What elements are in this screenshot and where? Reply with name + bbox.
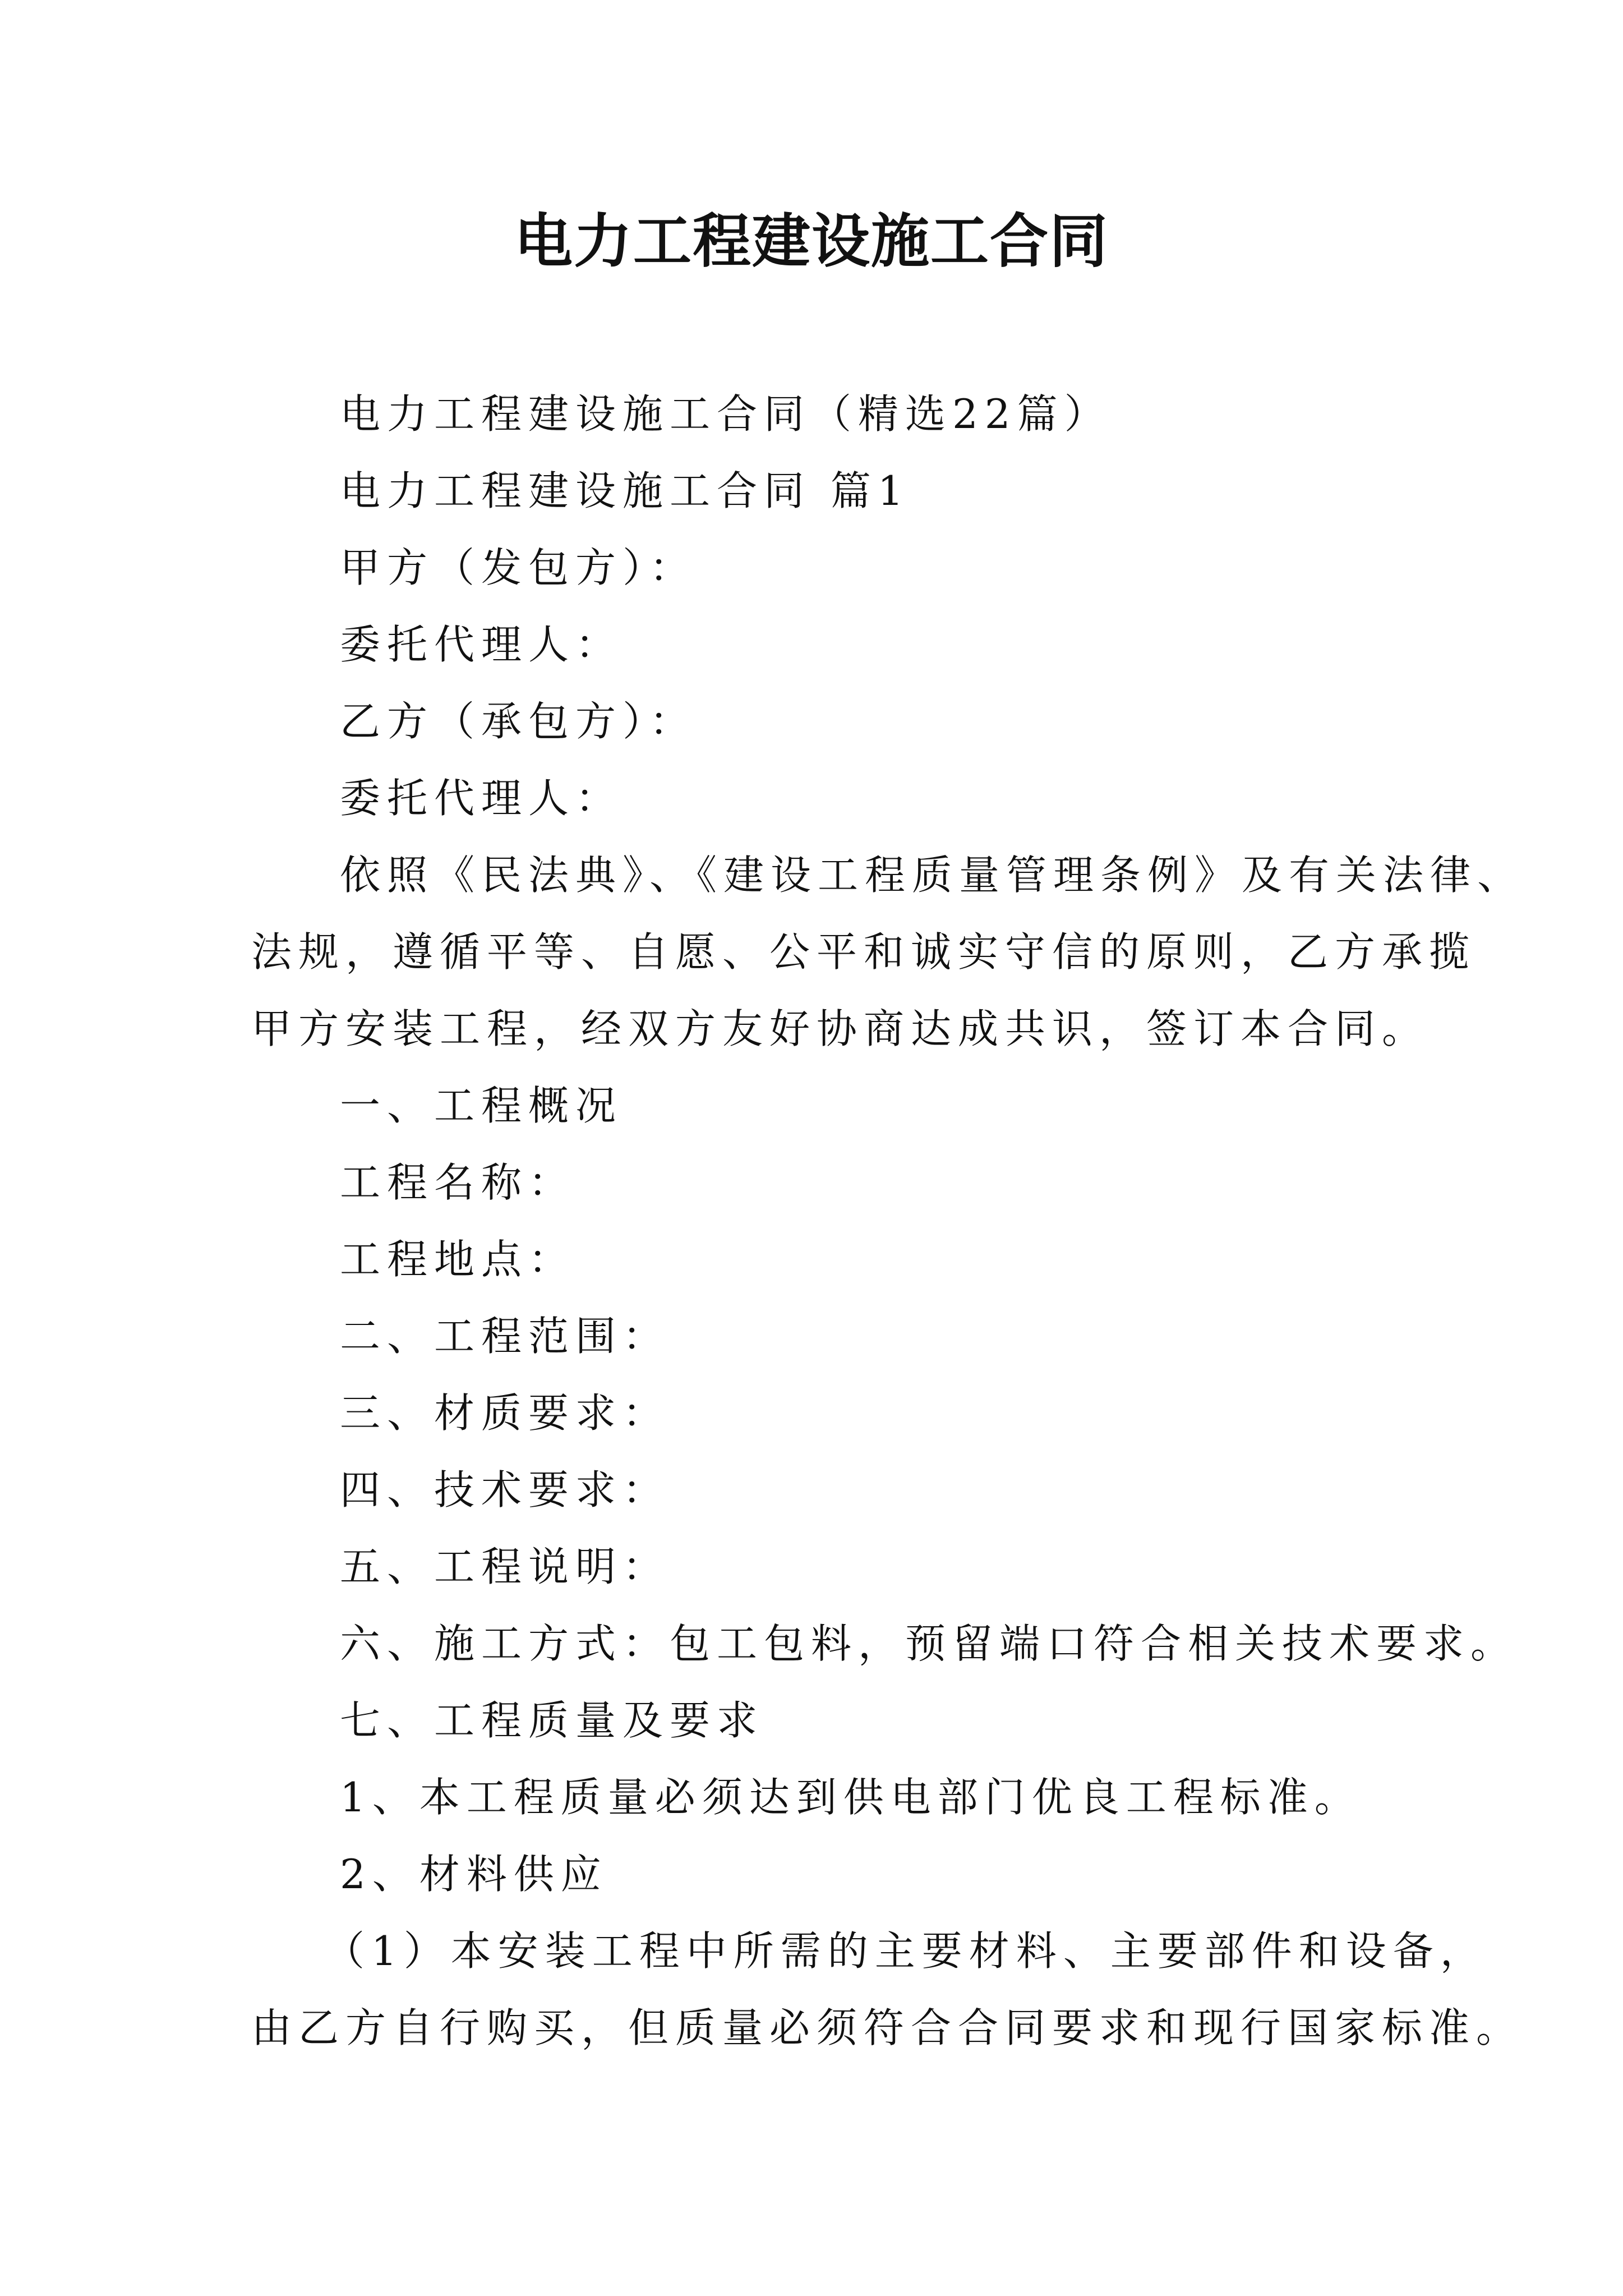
paragraph-line: 甲方安装工程，经双方友好协商达成共识，签订本合同。 xyxy=(251,1005,1430,1052)
paragraph-line: 工程地点： xyxy=(340,1236,576,1283)
paragraph-line: 六、施工方式：包工包料，预留端口符合相关技术要求。 xyxy=(340,1620,1518,1667)
paragraph-line: （1）本安装工程中所需的主要材料、主要部件和设备， xyxy=(324,1927,1487,1975)
paragraph-line: 1、本工程质量必须达到供电部门优良工程标准。 xyxy=(340,1774,1362,1821)
paragraph-line: 二、工程范围： xyxy=(340,1313,670,1360)
paragraph-line: 依照《民法典》、《建设工程质量管理条例》及有关法律、 xyxy=(340,852,1525,899)
paragraph-line: 法规，遵循平等、自愿、公平和诚实守信的原则，乙方承揽 xyxy=(251,928,1477,976)
paragraph-line: 乙方（承包方）： xyxy=(340,698,697,745)
paragraph-line: 甲方（发包方）： xyxy=(340,544,697,591)
paragraph-line: 工程名称： xyxy=(340,1159,576,1206)
paragraph-line: 由乙方自行购买，但质量必须符合合同要求和现行国家标准。 xyxy=(251,2004,1524,2051)
document-body xyxy=(251,376,1525,2067)
paragraph-line: 委托代理人： xyxy=(340,775,623,822)
paragraph-line: 三、材质要求： xyxy=(340,1389,670,1437)
paragraph-line: 一、工程概况 xyxy=(340,1082,623,1129)
paragraph-line: 五、工程说明： xyxy=(340,1543,670,1590)
document-title: 电力工程建设施工合同 xyxy=(514,206,1109,275)
paragraph-line: 七、工程质量及要求 xyxy=(340,1697,764,1744)
paragraph-line: 电力工程建设施工合同（精选22篇） xyxy=(340,390,1112,438)
paragraph-line: 四、技术要求： xyxy=(340,1466,670,1513)
paragraph-line: 2、材料供应 xyxy=(340,1851,608,1898)
paragraph-line: 委托代理人： xyxy=(340,621,623,668)
paragraph-line: 电力工程建设施工合同 篇1 xyxy=(340,467,910,514)
